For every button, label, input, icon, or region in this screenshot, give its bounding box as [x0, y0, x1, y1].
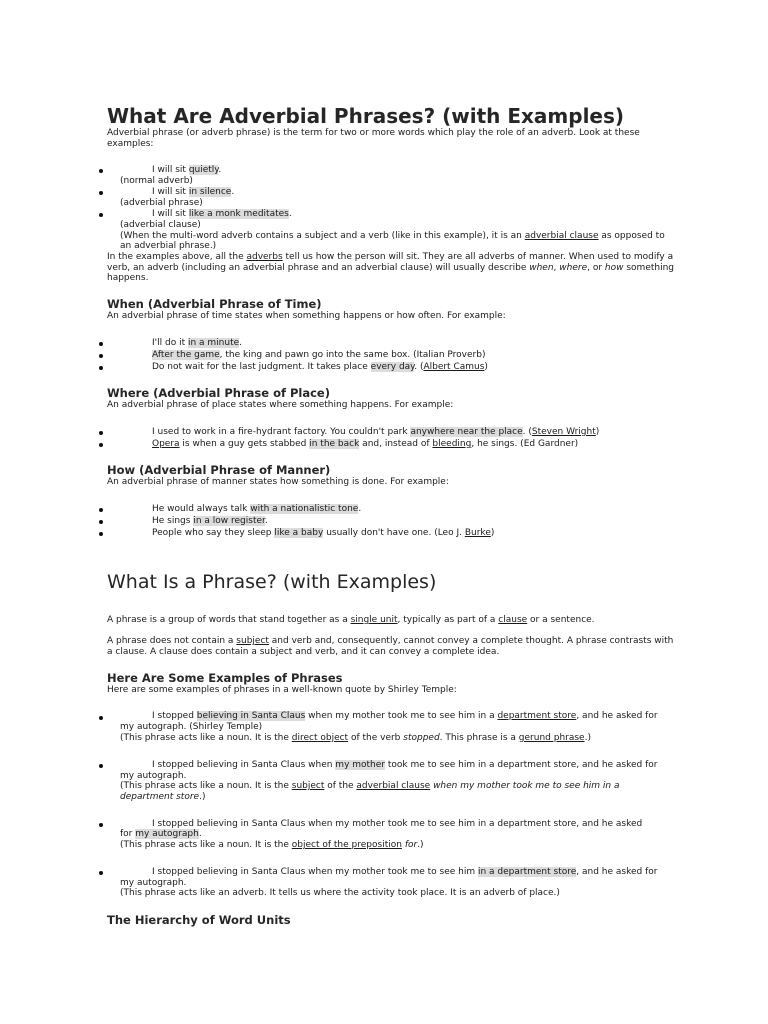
paragraph: happens.	[107, 273, 149, 283]
list-note: (This phrase acts like an adverb. It tells us where the activity took place. It is an adverb of place.)	[120, 888, 560, 898]
section-desc: An adverbial phrase of time states when something happens or how often. For example:	[107, 311, 506, 321]
section-desc: Here are some examples of phrases in a well-known quote by Shirley Temple:	[107, 685, 457, 695]
list-item: I used to work in a fire-hydrant factory. You couldn't park anywhere near the place. (Steven Wright)	[152, 427, 600, 437]
adverbial-clause-link[interactable]: adverbial clause	[524, 231, 599, 241]
list-item: Opera is when a guy gets stabbed in the back and, instead of bleeding, he sings. (Ed Gardner)	[152, 439, 579, 449]
bullet-icon	[99, 431, 103, 435]
paragraph: verb, an adverb (including an adverbial phrase and an adverbial clause) will usually describe when, where, or how something	[107, 263, 675, 273]
albert-camus-link[interactable]: Albert Camus	[423, 362, 485, 372]
bullet-icon	[99, 342, 103, 346]
list-item: I will sit in silence.	[152, 187, 235, 197]
paragraph: A phrase is a group of words that stand together as a single unit, typically as part of a clause or a sentence.	[107, 615, 595, 625]
bullet-icon	[99, 823, 103, 827]
bullet-icon	[99, 169, 103, 173]
bullet-icon	[99, 191, 103, 195]
list-item: Do not wait for the last judgment. It takes place every day. (Albert Camus)	[152, 362, 488, 372]
list-note: (adverbial phrase)	[120, 198, 203, 208]
bullet-icon	[99, 354, 103, 358]
list-item-cont: my autograph. (Shirley Temple)	[120, 722, 263, 732]
section-heading: The Hierarchy of Word Units	[107, 913, 291, 927]
list-note: (When the multi-word adverb contains a subject and a verb (like in this example), it is an adverbial clause as opposed to	[120, 231, 665, 241]
intro-text: Adverbial phrase (or adverb phrase) is the term for two or more words which play the role of an adverb. Look at these	[107, 128, 640, 138]
list-item: He would always talk with a nationalistic tone.	[152, 504, 362, 514]
list-item: I stopped believing in Santa Claus when my mother took me to see him in a department store, and he asked for	[152, 760, 658, 770]
section-title: What Is a Phrase? (with Examples)	[107, 571, 437, 593]
paragraph: a clause. A clause does contain a subject and verb, and it can convey a complete idea.	[107, 647, 500, 657]
bullet-icon	[99, 871, 103, 875]
single-unit-link[interactable]: single unit	[350, 615, 398, 625]
gerund-phrase-link[interactable]: gerund phrase	[518, 733, 585, 743]
list-item: I stopped believing in Santa Claus when my mother took me to see him in a department store, and he asked for	[152, 711, 658, 721]
paragraph: In the examples above, all the adverbs tell us how the person will sit. They are all adverbs of manner. When used to modify a	[107, 252, 674, 262]
object-of-preposition-link[interactable]: object of the preposition	[291, 840, 402, 850]
paragraph: A phrase does not contain a subject and verb and, consequently, cannot convey a complete thought. A phrase contrasts with	[107, 636, 674, 646]
bleeding-link[interactable]: bleeding	[432, 439, 472, 449]
list-note: (This phrase acts like a noun. It is the direct object of the verb stopped. This phrase is a gerund phrase.)	[120, 733, 591, 743]
direct-object-link[interactable]: direct object	[291, 733, 349, 743]
list-item: I will sit like a monk meditates.	[152, 209, 292, 219]
list-item-cont: my autograph.	[120, 878, 187, 888]
subject-link[interactable]: subject	[291, 781, 325, 791]
bullet-icon	[99, 366, 103, 370]
section-desc: An adverbial phrase of place states where something happens. For example:	[107, 400, 454, 410]
adverbial-clause-link[interactable]: adverbial clause	[356, 781, 431, 791]
list-item: After the game, the king and pawn go into the same box. (Italian Proverb)	[152, 350, 486, 360]
list-item: I stopped believing in Santa Claus when my mother took me to see him in a department store, and he asked	[152, 819, 643, 829]
opera-link[interactable]: Opera	[152, 439, 180, 449]
list-item-cont: my autograph.	[120, 771, 187, 781]
list-note: department store.)	[120, 792, 206, 802]
intro-text: examples:	[107, 139, 154, 149]
list-item-cont: for my autograph.	[120, 829, 202, 839]
list-note: (This phrase acts like a noun. It is the subject of the adverbial clause when my mother took me to see him in a	[120, 781, 620, 791]
list-item: People who say they sleep like a baby usually don't have one. (Leo J. Burke)	[152, 528, 495, 538]
list-item: I will sit quietly.	[152, 165, 222, 175]
list-note: an adverbial phrase.)	[120, 241, 217, 251]
bullet-icon	[99, 520, 103, 524]
page-title: What Are Adverbial Phrases? (with Examples)	[107, 104, 625, 128]
subject-link[interactable]: subject	[236, 636, 269, 646]
list-note: (This phrase acts like a noun. It is the object of the preposition for.)	[120, 840, 424, 850]
section-heading: When (Adverbial Phrase of Time)	[107, 297, 322, 311]
bullet-icon	[99, 716, 103, 720]
list-item: He sings in a low register.	[152, 516, 268, 526]
steven-wright-link[interactable]: Steven Wright	[531, 427, 596, 437]
clause-link[interactable]: clause	[498, 615, 528, 625]
list-item: I'll do it in a minute.	[152, 338, 243, 348]
section-heading: How (Adverbial Phrase of Manner)	[107, 463, 331, 477]
burke-link[interactable]: Burke	[464, 528, 491, 538]
list-note: (normal adverb)	[120, 176, 193, 186]
section-heading: Here Are Some Examples of Phrases	[107, 671, 343, 685]
bullet-icon	[99, 764, 103, 768]
department-store-link[interactable]: department store	[497, 711, 577, 721]
bullet-icon	[99, 443, 103, 447]
section-desc: An adverbial phrase of manner states how something is done. For example:	[107, 477, 449, 487]
list-item: I stopped believing in Santa Claus when my mother took me to see him in a department store, and he asked for	[152, 867, 658, 877]
bullet-icon	[99, 213, 103, 217]
bullet-icon	[99, 532, 103, 536]
adverbs-link[interactable]: adverbs	[246, 252, 283, 262]
section-heading: Where (Adverbial Phrase of Place)	[107, 386, 330, 400]
list-note: (adverbial clause)	[120, 220, 201, 230]
bullet-icon	[99, 508, 103, 512]
